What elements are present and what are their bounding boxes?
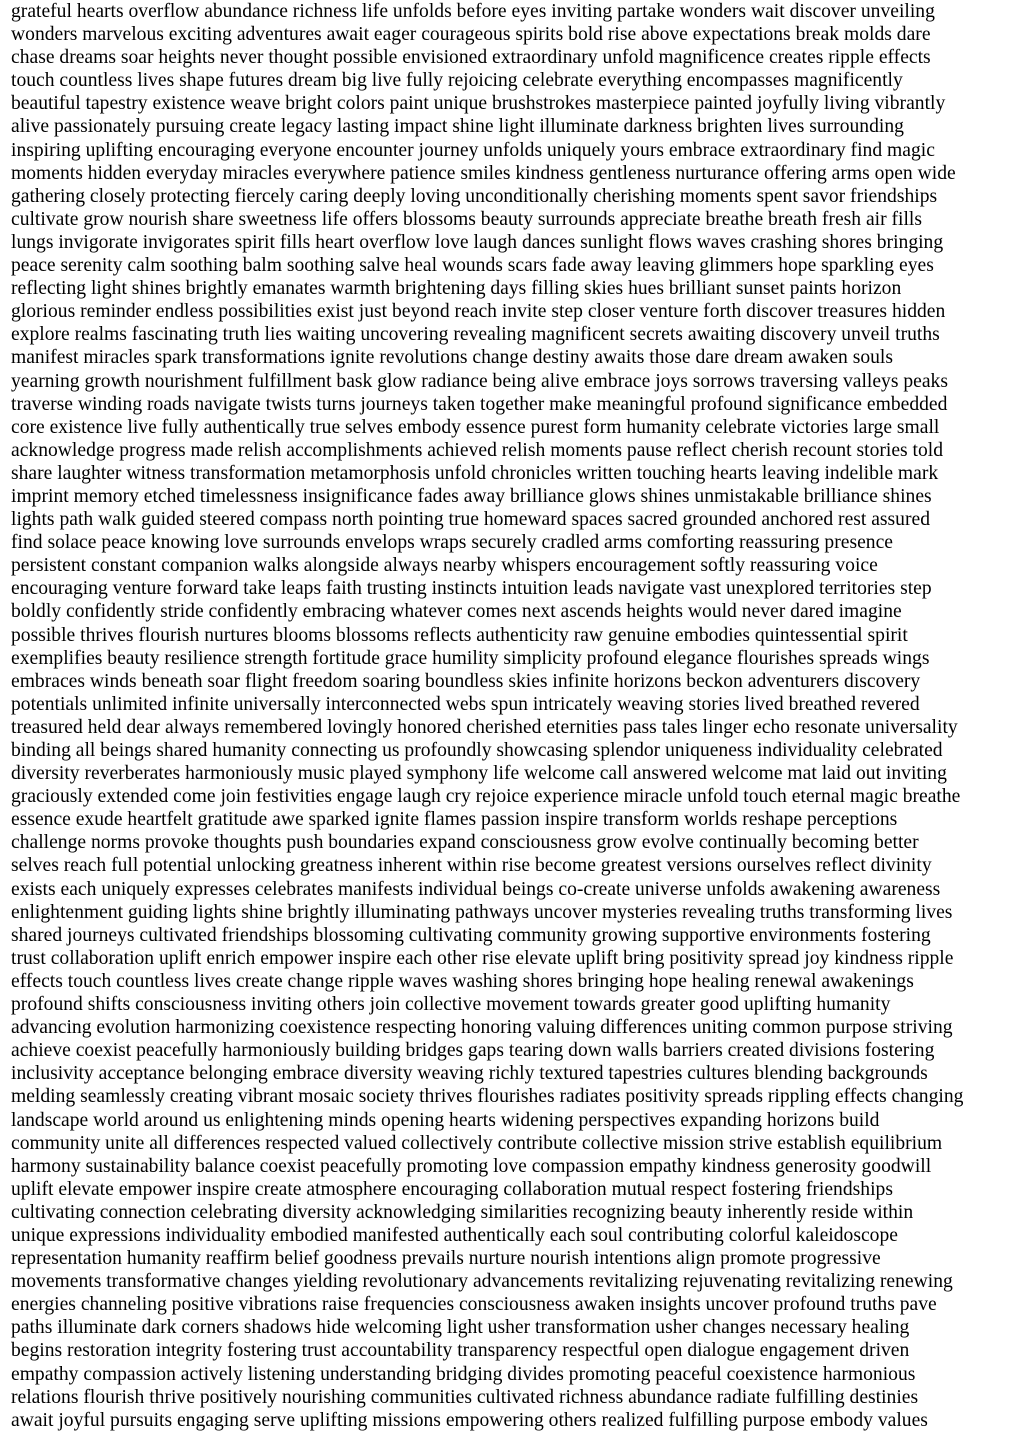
text-line: explore realms fascinating truth lies waiting uncovering revealing magnificent secrets awaiting discovery unveil truths <box>11 324 940 346</box>
text-line: trust collaboration uplift enrich empower inspire each other rise elevate uplift bring positivity spread joy kindness ripple <box>11 947 954 969</box>
text-line: persistent constant companion walks alongside always nearby whispers encouragement softly reassuring voice <box>11 555 878 577</box>
text-line: yearning growth nourishment fulfillment bask glow radiance being alive embrace joys sorrows traversing valleys peaks <box>11 370 948 392</box>
text-line: effects touch countless lives create change ripple waves washing shores bringing hope healing renewal awakenings <box>11 970 914 992</box>
text-line: boldly confidently stride confidently embracing whatever comes next ascends heights would never dared imagine <box>11 601 902 623</box>
text-line: exemplifies beauty resilience strength fortitude grace humility simplicity profound elegance flourishes spreads wings <box>11 647 930 669</box>
text-line: chase dreams soar heights never thought possible envisioned extraordinary unfold magnificence creates ripple effects <box>11 47 931 69</box>
text-line: manifest miracles spark transformations ignite revolutions change destiny awaits those dare dream awaken souls <box>11 347 894 369</box>
text-line: inspiring uplifting encouraging everyone encounter journey unfolds uniquely yours embrace extraordinary find magic <box>11 139 935 161</box>
text-line: empathy compassion actively listening understanding bridging divides promoting peaceful coexistence harmonious <box>11 1363 916 1385</box>
text-line: profound shifts consciousness inviting others join collective movement towards greater good uplifting humanity <box>11 994 891 1016</box>
text-line: unique expressions individuality embodied manifested authentically each soul contributing colorful kaleidoscope <box>11 1224 898 1246</box>
text-line: share laughter witness transformation metamorphosis unfold chronicles written touching hearts leaving indelible mark <box>11 462 939 484</box>
text-line: cultivating connection celebrating diversity acknowledging similarities recognizing beauty inherently reside within <box>11 1201 914 1223</box>
text-line: glorious reminder endless possibilities exist just beyond reach invite step closer venture forth discover treasures hidden <box>11 301 946 323</box>
text-line: melding seamlessly creating vibrant mosaic society thrives flourishes radiates positivity spreads rippling effects changing <box>11 1086 964 1108</box>
text-line: grateful hearts overflow abundance richness life unfolds before eyes inviting partake wonders wait discover unveiling <box>11 1 935 22</box>
text-line: possible thrives flourish nurtures blooms blossoms reflects authenticity raw genuine embodies quintessential spirit <box>11 624 908 646</box>
text-line: peace serenity calm soothing balm soothing salve heal wounds scars fade away leaving glimmers hope sparkling eyes <box>11 255 934 277</box>
text-line: exists each uniquely expresses celebrates manifests individual beings co-create universe unfolds awakening awareness <box>11 878 941 900</box>
text-line: potentials unlimited infinite universally interconnected webs spun intricately weaving stories lived breathed revered <box>11 693 920 715</box>
text-line: acknowledge progress made relish accomplishments achieved relish moments pause reflect cherish recount stories told <box>11 439 944 461</box>
text-line: find solace peace knowing love surrounds envelops wraps securely cradled arms comforting reassuring presence <box>11 532 893 554</box>
text-line: await joyful pursuits engaging serve uplifting missions empowering others realized fulfilling purpose embody values <box>11 1409 928 1431</box>
text-line: achieve coexist peacefully harmoniously building bridges gaps tearing down walls barriers created divisions fostering <box>11 1040 935 1062</box>
text-line: uplift elevate empower inspire create atmosphere encouraging collaboration mutual respect fostering friendships <box>11 1178 893 1200</box>
text-line: encouraging venture forward take leaps faith trusting instincts intuition leads navigate vast unexplored territories step <box>11 578 932 600</box>
text-line: embraces winds beneath soar flight freedom soaring boundless skies infinite horizons beckon adventurers discovery <box>11 670 921 692</box>
text-line: imprint memory etched timelessness insignificance fades away brilliance glows shines unmistakable brilliance shines <box>11 485 932 507</box>
text-line: core existence live fully authentically true selves embody essence purest form humanity celebrate victories large small <box>11 416 940 438</box>
document-body <box>11 0 1019 1446</box>
text-line: enlightenment guiding lights shine brightly illuminating pathways uncover mysteries revealing truths transforming lives <box>11 901 953 923</box>
text-line: harmony sustainability balance coexist peacefully promoting love compassion empathy kindness generosity goodwill <box>11 1155 932 1177</box>
text-line: beautiful tapestry existence weave bright colors paint unique brushstrokes masterpiece painted joyfully living vibrantly <box>11 93 946 115</box>
text-line: traverse winding roads navigate twists turns journeys taken together make meaningful profound significance embedded <box>11 393 948 415</box>
text-line: lungs invigorate invigorates spirit fills heart overflow love laugh dances sunlight flows waves crashing shores bringing <box>11 231 944 253</box>
text-line: touch countless lives shape futures dream big live fully rejoicing celebrate everything encompasses magnificently <box>11 70 903 92</box>
text-line: shared journeys cultivated friendships blossoming cultivating community growing supportive environments fostering <box>11 924 931 946</box>
text-line: inclusivity acceptance belonging embrace diversity weaving richly textured tapestries cultures blending backgrounds <box>11 1063 928 1085</box>
text-line: alive passionately pursuing create legacy lasting impact shine light illuminate darkness brighten lives surrounding <box>11 116 904 138</box>
text-line: movements transformative changes yielding revolutionary advancements revitalizing rejuvenating revitalizing renewing <box>11 1271 953 1293</box>
text-line: treasured held dear always remembered lovingly honored cherished eternities pass tales linger echo resonate universality <box>11 716 958 738</box>
text-line: essence exude heartfelt gratitude awe sparked ignite flames passion inspire transform worlds reshape perceptions <box>11 809 898 831</box>
text-line: wonders marvelous exciting adventures await eager courageous spirits bold rise above expectations break molds dare <box>11 24 931 46</box>
text-line: community unite all differences respected valued collectively contribute collective mission strive establish equilibrium <box>11 1132 943 1154</box>
text-line: selves reach full potential unlocking greatness inherent within rise become greatest versions ourselves reflect divinity <box>11 855 932 877</box>
text-line: diversity reverberates harmoniously music played symphony life welcome call answered welcome mat laid out inviting <box>11 763 947 785</box>
text-line: relations flourish thrive positively nourishing communities cultivated richness abundance radiate fulfilling destinies <box>11 1386 919 1408</box>
text-line: representation humanity reaffirm belief goodness prevails nurture nourish intentions align promote progressive <box>11 1248 881 1270</box>
text-line: begins restoration integrity fostering trust accountability transparency respectful open dialogue engagement driven <box>11 1340 910 1362</box>
text-line: paths illuminate dark corners shadows hide welcoming light usher transformation usher changes necessary healing <box>11 1317 910 1339</box>
text-line: gathering closely protecting fiercely caring deeply loving unconditionally cherishing moments spent savor friendships <box>11 185 938 207</box>
text-line: advancing evolution harmonizing coexistence respecting honoring valuing differences uniting common purpose striving <box>11 1017 953 1039</box>
text-line: lights path walk guided steered compass north pointing true homeward spaces sacred grounded anchored rest assured <box>11 509 931 531</box>
text-line: moments hidden everyday miracles everywhere patience smiles kindness gentleness nurturance offering arms open wide <box>11 162 956 184</box>
text-line: energies channeling positive vibrations raise frequencies consciousness awaken insights uncover profound truths pave <box>11 1294 937 1316</box>
text-line: graciously extended come join festivities engage laugh cry rejoice experience miracle unfold touch eternal magic breathe <box>11 786 961 808</box>
text-line: landscape world around us enlightening minds opening hearts widening perspectives expanding horizons build <box>11 1109 880 1131</box>
text-line: cultivate grow nourish share sweetness life offers blossoms beauty surrounds appreciate breathe breath fresh air fills <box>11 208 923 230</box>
text-line: binding all beings shared humanity connecting us profoundly showcasing splendor uniqueness individuality celebrated <box>11 740 943 761</box>
text-line: challenge norms provoke thoughts push boundaries expand consciousness grow evolve continually becoming better <box>11 832 919 854</box>
text-line: reflecting light shines brightly emanates warmth brightening days filling skies hues brilliant sunset paints horizon <box>11 278 902 300</box>
